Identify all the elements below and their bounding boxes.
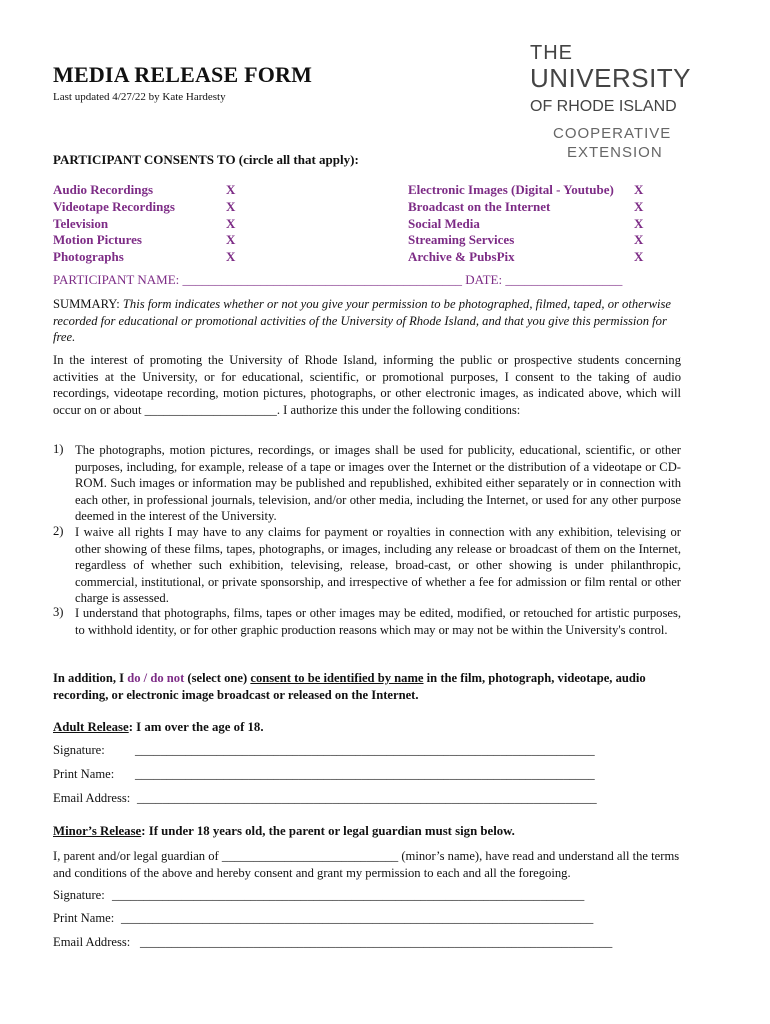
participant-name-date-line[interactable]: PARTICIPANT NAME: ___________________________________________ DATE: __________________	[53, 272, 623, 287]
adult-release-title: Adult Release	[53, 720, 129, 734]
consent-option[interactable]: Archive & PubsPix	[408, 249, 515, 264]
logo-line-extension: EXTENSION	[567, 144, 663, 161]
adult-email-label: Email Address:	[53, 791, 131, 805]
option-do-not[interactable]: do not	[150, 671, 185, 685]
consent-option[interactable]: Streaming Services	[408, 232, 515, 247]
identify-consent-phrase: consent to be identified by name	[250, 671, 424, 685]
consent-mark[interactable]: X	[226, 182, 236, 197]
minor-release-title: Minor’s Release	[53, 824, 142, 838]
minor-release-subtitle: : If under 18 years old, the parent or legal guardian must sign below.	[141, 824, 515, 838]
logo-line-rhode-island: OF RHODE ISLAND	[530, 98, 677, 115]
adult-release-subtitle: : I am over the age of 18.	[128, 720, 264, 734]
logo-line-university: UNIVERSITY	[530, 63, 692, 93]
consent-option[interactable]: Television	[53, 216, 109, 231]
consents-heading: PARTICIPANT CONSENTS TO (circle all that apply):	[53, 152, 359, 167]
consent-option[interactable]: Audio Recordings	[53, 182, 154, 197]
adult-email-field[interactable]: _________________________________________________________________________	[137, 791, 597, 805]
condition-number: 3)	[53, 605, 64, 619]
minor-print-name-field[interactable]: ___________________________________________________________________________	[121, 911, 594, 925]
identify-select-one: (select one)	[184, 671, 251, 685]
consent-mark[interactable]: X	[226, 199, 236, 214]
summary-text: This form indicates whether or not you give your permission to be photographed, filmed, taped, or otherwise recorded for educational or promotional activities of the University of Rhode Island, and that you give this permission for free.	[53, 297, 672, 344]
intro-paragraph: In the interest of promoting the University of Rhode Island, informing the public or prospective students concerning activities at the University, or for educational, scientific, or promotional purposes, I consent to the taking of audio recordings, videotape recording, motion pictures, photographs, or other electronic images, as indicated above, which will occur on or about _____________________. I authorize this under the following conditions:	[53, 353, 681, 417]
minor-print-name-label: Print Name:	[53, 911, 115, 925]
consent-mark[interactable]: X	[226, 216, 236, 231]
condition-number: 1)	[53, 442, 64, 456]
minor-signature-field[interactable]: ___________________________________________________________________________	[112, 888, 585, 902]
summary-label: SUMMARY:	[53, 297, 120, 311]
minor-signature-label: Signature:	[53, 888, 105, 902]
identify-rest: in the film, photograph, videotape, audio recording, or electronic image broadcast or released on the Internet.	[53, 671, 646, 702]
option-separator: /	[140, 671, 151, 685]
condition-number: 2)	[53, 524, 64, 538]
option-do[interactable]: do	[127, 671, 141, 685]
form-title: MEDIA RELEASE FORM	[53, 62, 313, 87]
minor-guardian-statement: I, parent and/or legal guardian of ____________________________ (minor’s name), have read and understand all the terms and conditions of the above and hereby consent and grant my permission to each and all the foregoing.	[53, 849, 680, 880]
consent-mark[interactable]: X	[226, 232, 236, 247]
identify-prefix: In addition, I	[53, 671, 128, 685]
summary-paragraph	[53, 296, 681, 346]
minor-email-field[interactable]: ___________________________________________________________________________	[140, 935, 613, 949]
adult-print-name-field[interactable]: _________________________________________________________________________	[135, 767, 595, 781]
consent-mark[interactable]: X	[226, 249, 236, 264]
condition-text: I understand that photographs, films, tapes or other images may be edited, modified, or retouched for artistic purposes, to withhold identity, or for other graphic production reasons which may or may not be within the University's control.	[75, 606, 681, 637]
adult-signature-field[interactable]: _________________________________________________________________________	[135, 743, 595, 757]
condition-text: The photographs, motion pictures, recordings, or images shall be used for publicity, educational, scientific, or other purposes, including, for example, release of a tape or images over the Internet or the distribution of a videotape or CD-ROM. Such images or information may be published and republished, exhibited either separately or in connection with each other, in professional journals, television, and/or other media, including the Internet, or used for any other purpose deemed in the interest of the University.	[75, 443, 681, 523]
logo-line-the: THE	[530, 42, 573, 64]
consent-mark[interactable]: X	[634, 199, 644, 214]
consent-option[interactable]: Social Media	[408, 216, 480, 231]
consent-mark[interactable]: X	[634, 216, 644, 231]
minor-email-label: Email Address:	[53, 935, 131, 949]
last-updated-note: Last updated 4/27/22 by Kate Hardesty	[53, 91, 226, 103]
condition-text: I waive all rights I may have to any claims for payment or royalties in connection with any exhibition, televising or other showing of these films, tapes, photographs, or images, including any release or broadcast of them on the Internet, regardless of whether such exhibition, televising, release, broad-cast, or other showing is under philanthropic, commercial, institutional, or private sponsorship, and irrespective of whether a fee for admission or film rental or other charge is assessed.	[75, 525, 681, 605]
adult-print-name-label: Print Name:	[53, 767, 115, 781]
consent-option[interactable]: Videotape Recordings	[53, 199, 175, 214]
consent-option[interactable]: Motion Pictures	[53, 232, 142, 247]
consent-option[interactable]: Electronic Images (Digital - Youtube)	[408, 182, 614, 197]
identify-by-name-statement	[53, 670, 681, 704]
consent-option[interactable]: Photographs	[53, 249, 124, 264]
minor-release-heading	[53, 824, 515, 839]
adult-release-heading	[53, 720, 264, 735]
consent-mark[interactable]: X	[634, 232, 644, 247]
logo-line-cooperative: COOPERATIVE	[553, 125, 672, 142]
consent-mark[interactable]: X	[634, 182, 644, 197]
consent-mark[interactable]: X	[634, 249, 644, 264]
consent-option[interactable]: Broadcast on the Internet	[408, 199, 551, 214]
adult-signature-label: Signature:	[53, 743, 105, 757]
